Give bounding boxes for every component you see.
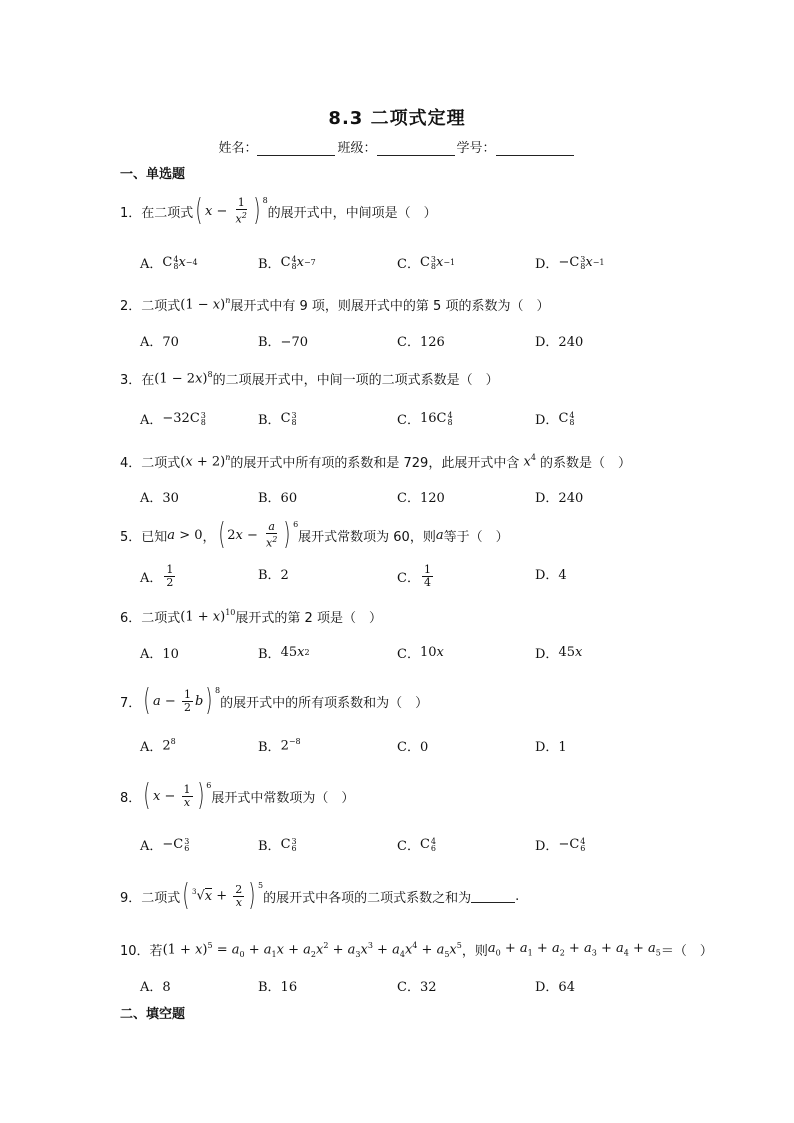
question-10: [120, 940, 713, 959]
question-3: [120, 369, 499, 388]
question-number: 6．: [120, 611, 142, 626]
options-7: [140, 736, 700, 756]
option-d[interactable]: D．1: [535, 740, 567, 755]
option-d[interactable]: D． −C 3 8 x −1: [535, 254, 605, 272]
formula: $(x + 2)^n$: [180, 453, 231, 470]
formula: $a_0 + a_1 + a_2 + a_3 + a_4 + a_5$: [487, 941, 661, 958]
question-7: [120, 683, 429, 718]
option-a[interactable]: A． C 4 8 x −4: [140, 254, 198, 272]
class-blank[interactable]: [377, 141, 455, 156]
options-8: [140, 835, 700, 855]
question-5: [120, 517, 509, 552]
question-text: ＝（ ）: [660, 944, 713, 959]
question-text: 展开式常数项为 60，则: [298, 529, 436, 545]
option-c[interactable]: C．32: [397, 980, 437, 995]
option-b[interactable]: B． C 3 6: [258, 836, 297, 854]
option-b[interactable]: B． 45 x 2: [258, 645, 310, 662]
option-b[interactable]: B．60: [258, 491, 298, 506]
question-8: [120, 778, 355, 813]
option-a[interactable]: A． −C 3 6: [140, 836, 190, 854]
option-a[interactable]: A．70: [140, 335, 179, 350]
question-text: 的展开式中，中间项是（ ）: [267, 205, 437, 221]
question-text: 的展开式中所有项的系数和是 729，此展开式中含: [230, 456, 520, 471]
id-label: 学号：: [456, 141, 496, 156]
question-number: 7．: [120, 695, 142, 711]
question-text: 的系数是（ ）: [540, 456, 632, 471]
formula: ( 2x − $\frac{a}{x^2}$ ) $^6$: [217, 517, 299, 552]
question-number: 8．: [120, 790, 142, 806]
formula: a > 0: [167, 527, 203, 543]
option-a[interactable]: A．30: [140, 491, 179, 506]
question-text: ，: [202, 529, 216, 545]
option-d[interactable]: D．240: [535, 335, 584, 350]
question-text: 在二项式: [141, 205, 194, 221]
option-c[interactable]: C．120: [397, 491, 445, 506]
options-5: [140, 563, 700, 589]
question-text: 已知: [141, 529, 168, 545]
question-text: 二项式: [141, 456, 181, 471]
formula: $(1 + x)^{10}$: [180, 608, 236, 625]
question-number: 1．: [120, 205, 142, 221]
option-b[interactable]: B．2: [258, 568, 289, 583]
question-text: 在: [141, 373, 155, 388]
formula: $x^4$: [523, 453, 536, 470]
question-text: 的展开式中的所有项系数和为（ ）: [220, 695, 429, 711]
question-number: 10．: [120, 944, 150, 959]
option-d[interactable]: D． −C 4 6: [535, 836, 586, 854]
option-d[interactable]: D． C 4 8: [535, 410, 575, 428]
option-b[interactable]: B． C 4 8 x −7: [258, 254, 316, 272]
formula: ( $^3$√x + $\frac{2}{x}$ ) $^5$: [182, 878, 264, 913]
option-b[interactable]: B． C 3 8: [258, 410, 297, 428]
answer-blank[interactable]: [471, 890, 515, 903]
question-text: ，则: [461, 944, 488, 959]
option-a[interactable]: A． $2^8$: [140, 737, 176, 755]
question-text: 二项式: [141, 299, 181, 314]
question-text: 若: [149, 944, 163, 959]
question-number: 9．: [120, 890, 142, 906]
question-number: 3．: [120, 373, 142, 388]
question-4: [120, 452, 631, 471]
option-a[interactable]: A． −32C 3 8: [140, 410, 206, 428]
section-single-choice: 一、单选题: [120, 167, 186, 182]
question-6: [120, 607, 382, 626]
option-c[interactable]: C． C 4 6: [397, 836, 436, 854]
option-d[interactable]: D． 45 x: [535, 645, 583, 662]
student-info: [0, 137, 794, 156]
options-10: [140, 976, 700, 996]
option-b[interactable]: B． $2^{-8}$: [258, 737, 301, 755]
options-6: [140, 643, 700, 663]
formula: $(1 - 2x)^8$: [154, 370, 213, 387]
formula: $(1 - x)^n$: [180, 296, 231, 313]
name-label: 姓名：: [218, 141, 258, 156]
question-text: 二项式: [141, 890, 181, 906]
option-b[interactable]: B．16: [258, 980, 298, 995]
page-title: 8.3 二项式定理: [328, 108, 466, 129]
question-text: 的二项展开式中，中间一项的二项式系数是（ ）: [212, 373, 499, 388]
option-a[interactable]: A．8: [140, 980, 171, 995]
question-text: 等于（ ）: [443, 529, 509, 545]
option-a[interactable]: A． $\frac{1}{2}$: [140, 563, 174, 589]
formula: ( x − $\frac{1}{x}$ ) $^6$: [143, 778, 212, 813]
options-1: [140, 253, 700, 273]
option-c[interactable]: C．126: [397, 335, 445, 350]
question-text: 展开式的第 2 项是（ ）: [235, 611, 382, 626]
option-c[interactable]: C． $\frac{1}{4}$: [397, 563, 431, 589]
name-blank[interactable]: [257, 141, 335, 156]
formula: a: [435, 527, 444, 543]
options-2: [140, 331, 700, 351]
formula: ( a − $\frac{1}{2}$ b ) $^8$: [143, 683, 221, 718]
question-text: 二项式: [141, 611, 181, 626]
id-blank[interactable]: [496, 141, 574, 156]
option-d[interactable]: D．4: [535, 568, 567, 583]
question-number: 2．: [120, 299, 142, 314]
question-text: 展开式中有 9 项，则展开式中的第 5 项的系数为（ ）: [230, 299, 550, 314]
section-fill-in: 二、填空题: [120, 1007, 186, 1022]
formula: ( x − $\frac{1}{x^2}$ ) $^8$: [195, 193, 268, 228]
class-label: 班级：: [337, 141, 377, 156]
option-c[interactable]: C． 16C 4 8: [397, 410, 453, 428]
question-number: 5．: [120, 529, 142, 545]
option-b[interactable]: B．−70: [258, 335, 308, 350]
question-9: [120, 878, 520, 913]
formula: $(1 + x)^5 = a_0 + a_1x + a_2x^2 + a_3x^3 + a_4x^4 + a_5x^5$: [162, 940, 462, 959]
options-3: [140, 409, 700, 429]
option-d[interactable]: D．240: [535, 491, 584, 506]
options-4: [140, 487, 700, 507]
question-number: 4．: [120, 456, 142, 471]
option-c[interactable]: C． 10 x: [397, 645, 444, 662]
question-1: [120, 193, 437, 228]
option-c[interactable]: C．0: [397, 740, 429, 755]
question-2: [120, 295, 549, 314]
option-c[interactable]: C． C 3 8 x −1: [397, 254, 456, 272]
option-a[interactable]: A．10: [140, 647, 179, 662]
question-text: 展开式中常数项为（ ）: [211, 790, 355, 806]
option-d[interactable]: D．64: [535, 980, 575, 995]
question-text: 的展开式中各项的二项式系数之和为: [263, 890, 472, 906]
question-text: .: [515, 888, 520, 904]
